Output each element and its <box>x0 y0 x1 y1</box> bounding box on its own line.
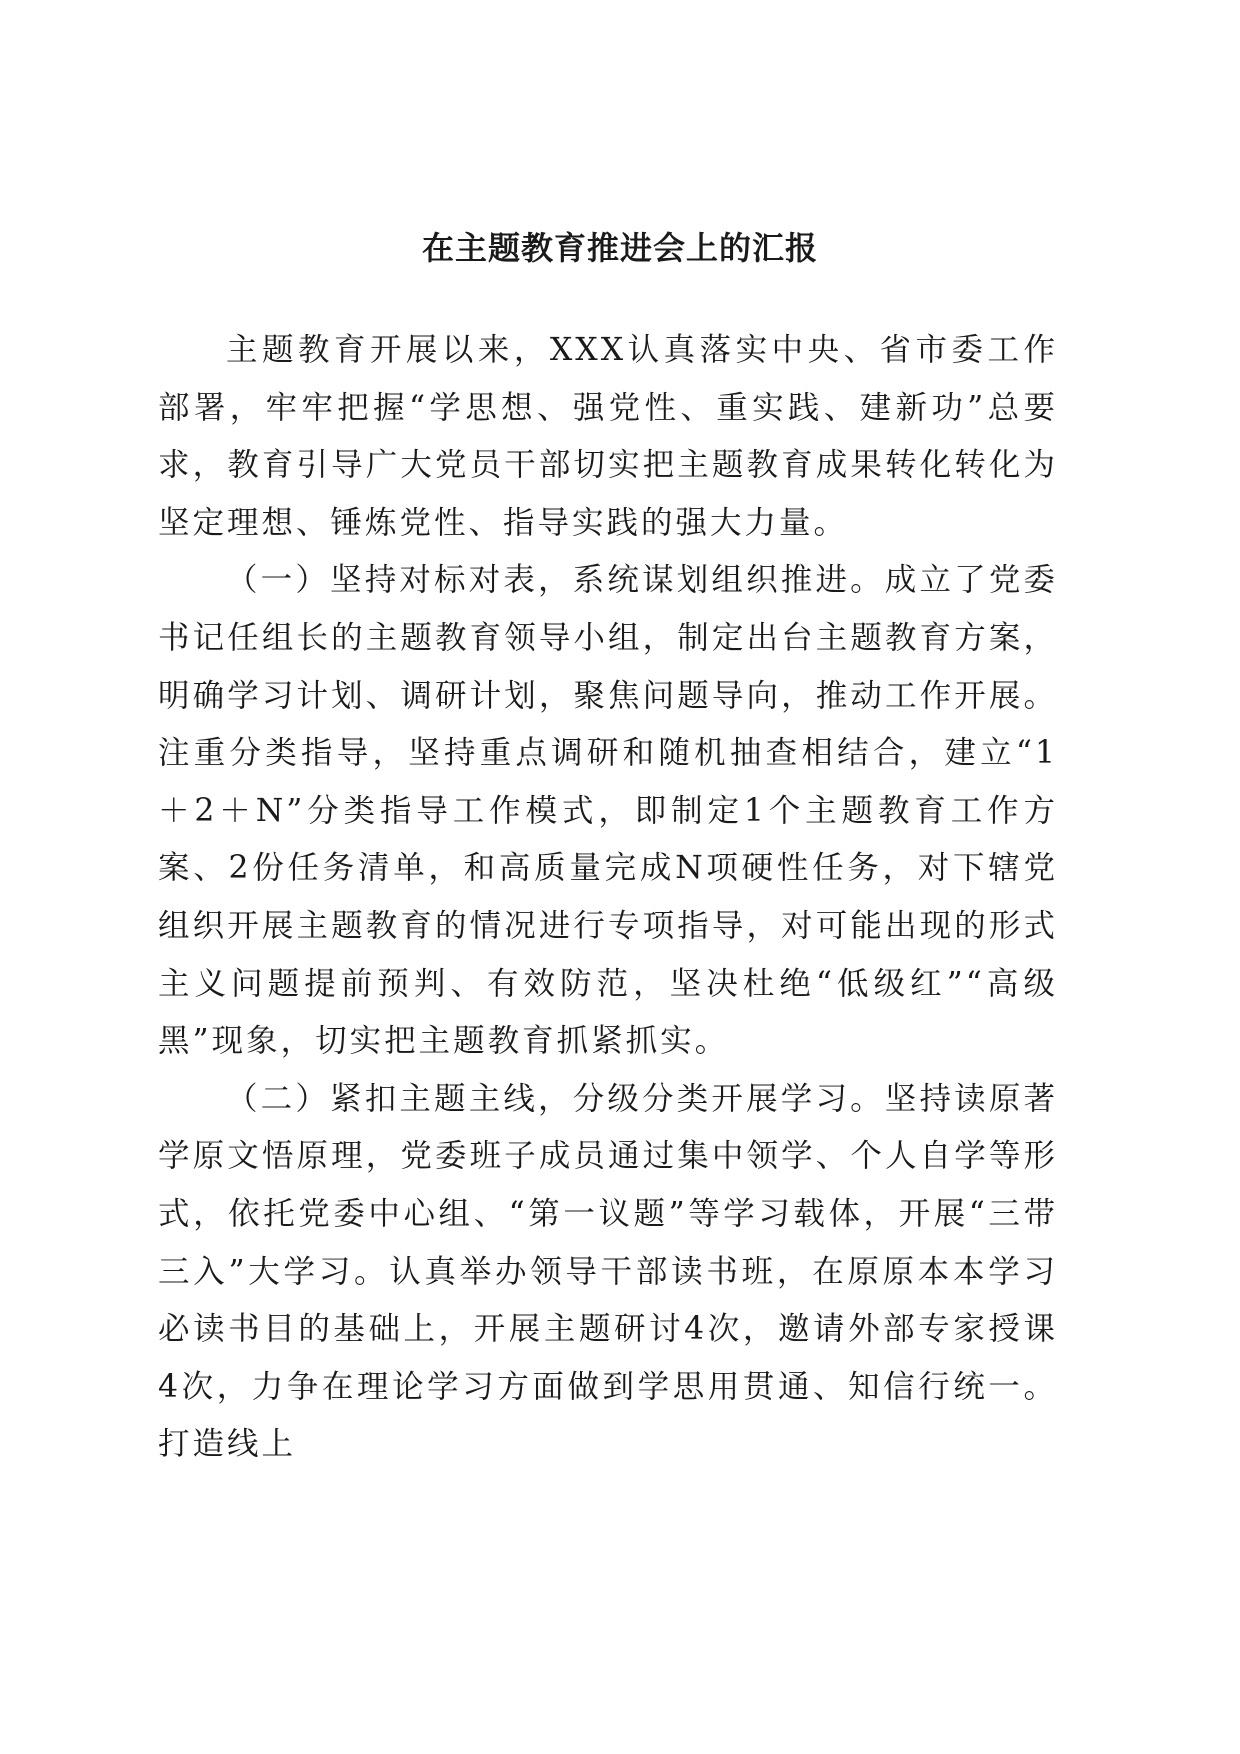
paragraph-section-1: （一）坚持对标对表，系统谋划组织推进。成立了党委书记任组长的主题教育领导小组，制定出台主题教育方案，明确学习计划、调研计划，聚焦问题导向，推动工作开展。注重分类指导，坚持重点调研和随机抽查相结合，建立“1＋2＋N”分类指导工作模式，即制定1个主题教育工作方案、2份任务清单，和高质量完成N项硬性任务，对下辖党组织开展主题教育的情况进行专项指导，对可能出现的形式主义问题提前预判、有效防范，坚决杜绝“低级红”“高级黑”现象，切实把主题教育抓紧抓实。 <box>158 562 1058 1060</box>
document-title: 在主题教育推进会上的汇报 <box>421 229 818 267</box>
paragraph-section-2: （二）紧扣主题主线，分级分类开展学习。坚持读原著学原文悟原理，党委班子成员通过集中领学、个人自学等形式，依托党委中心组、“第一议题”等学习载体，开展“三带三入”大学习。认真举办领导干部读书班，在原原本本学习必读书目的基础上，开展主题研讨4次，邀请外部专家授课4次，力争在理论学习方面做到学思用贯通、知信行统一。打造线上 <box>158 1080 1058 1463</box>
paragraph-intro: 主题教育开展以来，XXX认真落实中央、省市委工作部署，牢牢把握“学思想、强党性、重实践、建新功”总要求，教育引导广大党员干部切实把主题教育成果转化转化为坚定理想、锤炼党性、指导实践的强大力量。 <box>158 332 1058 541</box>
document-body <box>158 322 1058 1474</box>
